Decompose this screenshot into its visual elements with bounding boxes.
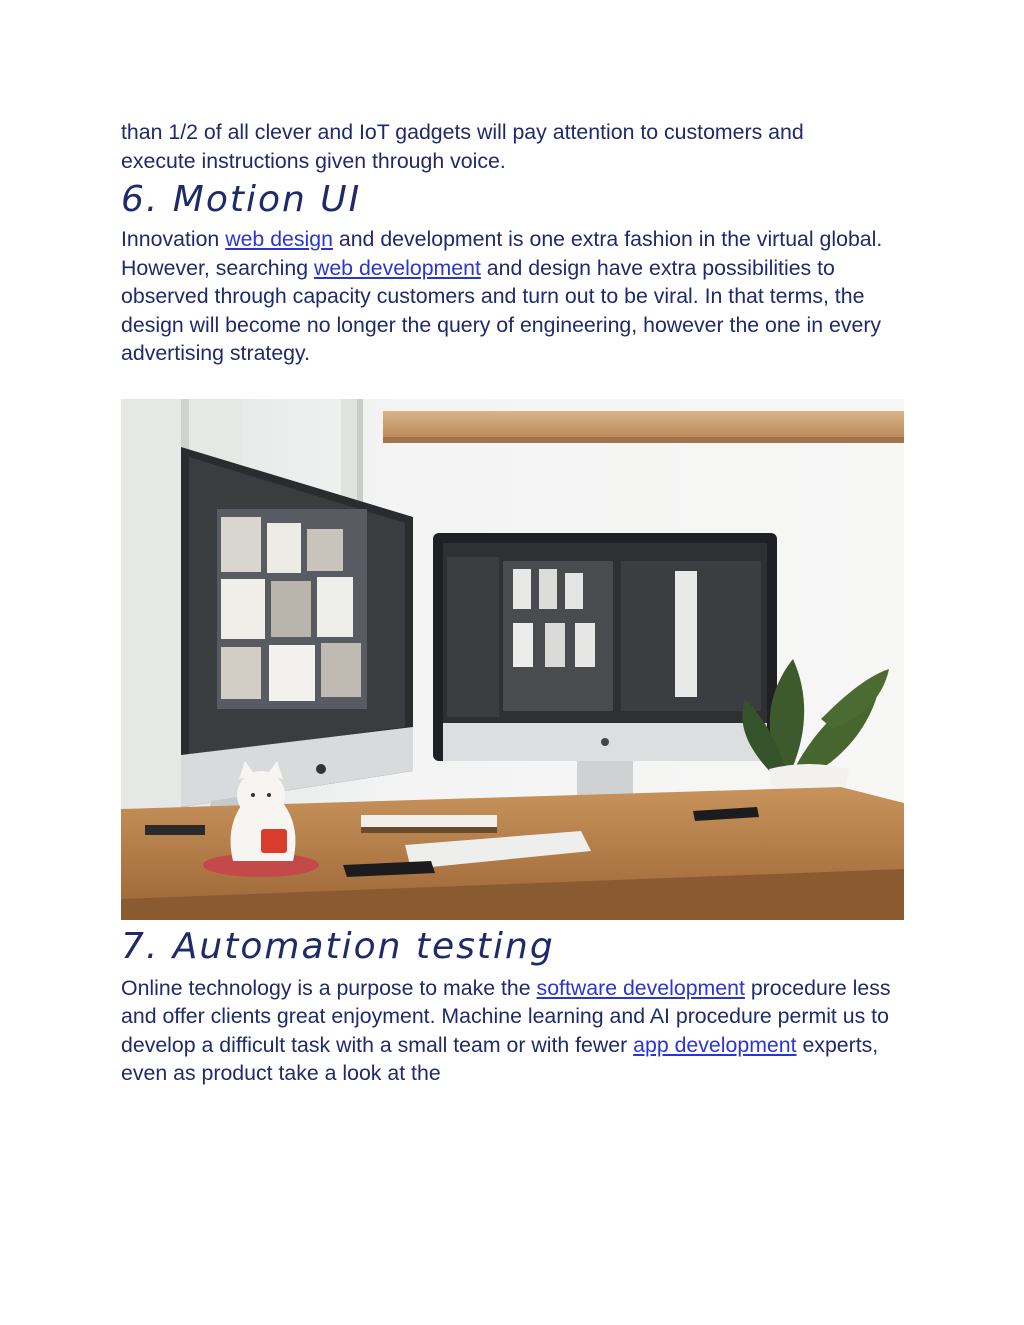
desk-monitors-photo [121, 399, 904, 920]
link-software-development[interactable]: software development [536, 975, 745, 1000]
link-web-development[interactable]: web development [313, 255, 481, 280]
link-web-design[interactable]: web design [225, 227, 333, 251]
intro-line-1: than 1/2 of all clever and IoT gadgets will pay attention to customers and [121, 120, 804, 144]
automation-text-1: Online technology is a purpose to make the [121, 975, 537, 1000]
motion-paragraph [121, 225, 904, 368]
motion-text-2: and development is one extra fashion in the virtual global. However, searching [121, 227, 883, 280]
automation-text-3: experts, even as product take a look at the [121, 1032, 879, 1085]
link-app-development[interactable]: app development [633, 1032, 797, 1057]
automation-paragraph [121, 974, 904, 1088]
motion-text-1: Innovation [121, 227, 226, 251]
heading-motion-ui: 6. Motion UI [121, 179, 362, 220]
motion-text-3: and design have extra possibilities to observed through capacity customers and turn out to be viral. In that terms, the design will become no longer the query of engineering, however the one in every advertising strategy. [121, 255, 882, 365]
desk-photo-illustration [121, 399, 904, 920]
document-page [121, 118, 904, 1088]
heading-automation-testing: 7. Automation testing [121, 925, 555, 967]
intro-line-2: execute instructions given through voice. [121, 148, 506, 173]
automation-text-2: procedure less and offer clients great enjoyment. Machine learning and AI procedure permit us to develop a difficult task with a small team or with fewer [121, 975, 891, 1057]
intro-paragraph [121, 118, 904, 175]
